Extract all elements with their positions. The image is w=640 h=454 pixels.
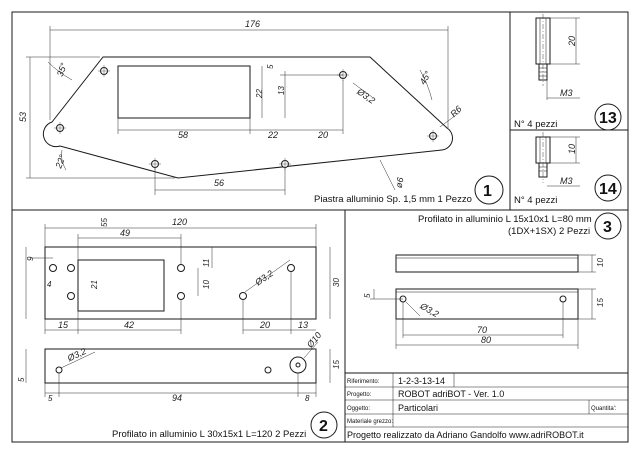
tb-label-qty: Quantita': bbox=[591, 406, 617, 412]
part13-standoff bbox=[514, 14, 621, 130]
part13-thread: M3 bbox=[560, 88, 573, 98]
part3-caption-line1: Profilato in alluminio L 15x10x1 L=80 mm bbox=[418, 214, 592, 225]
part3-dim-80: 80 bbox=[481, 335, 492, 345]
part1-caption: Piastra alluminio Sp. 1,5 mm 1 Pezzo bbox=[314, 194, 472, 205]
part2-dim-11: 11 bbox=[202, 258, 211, 267]
tb-label-project: Progetto: bbox=[347, 392, 372, 398]
dim-58: 58 bbox=[178, 130, 189, 140]
part2-dia: Ø3,2 bbox=[253, 268, 276, 288]
dim-13: 13 bbox=[277, 86, 286, 95]
part2-side-dia: Ø3,2 bbox=[65, 346, 88, 364]
part2-caption: Profilato in alluminio L 30x15x1 L=120 2 Pezzi bbox=[112, 429, 307, 440]
part2-number: 2 bbox=[319, 418, 328, 435]
angle-22: 22° bbox=[53, 153, 68, 170]
tb-value-object: Particolari bbox=[398, 403, 439, 413]
dim-22-h: 22 bbox=[268, 130, 279, 140]
part2-dim-15: 15 bbox=[58, 320, 69, 330]
part2-dim-49: 49 bbox=[120, 228, 131, 238]
part2-dim-21: 21 bbox=[90, 280, 99, 289]
part1-plate bbox=[18, 19, 503, 205]
part2-dim-4: 4 bbox=[47, 280, 52, 289]
dim-20: 20 bbox=[318, 130, 329, 140]
part14-thread: M3 bbox=[560, 176, 573, 186]
part3-caption-line2: (1DX+1SX) 2 Pezzi bbox=[508, 226, 591, 237]
tb-footer: Progetto realizzato da Adriano Gandolfo www.adriROBOT.it bbox=[347, 430, 584, 440]
part14-standoff bbox=[514, 132, 621, 206]
part2-profile bbox=[17, 217, 341, 440]
part13-length: 20 bbox=[567, 35, 577, 46]
part3-profile bbox=[363, 213, 621, 349]
part2-dim-13: 13 bbox=[298, 320, 309, 330]
part3-dia: Ø3,2 bbox=[418, 300, 441, 320]
part2-side-5b: 5 bbox=[48, 394, 53, 403]
part2-side-15: 15 bbox=[332, 360, 341, 369]
part2-top-view bbox=[45, 247, 316, 319]
part13-qty: N° 4 pezzi bbox=[514, 119, 558, 130]
dim-22-v: 22 bbox=[255, 89, 264, 98]
tb-value-ref: 1-2-3-13-14 bbox=[398, 376, 446, 386]
part2-side-dia-large: Ø10 bbox=[304, 330, 324, 350]
part1-number: 1 bbox=[483, 183, 492, 200]
part2-dim-120: 120 bbox=[172, 217, 188, 227]
part2-dim-30: 30 bbox=[332, 278, 341, 287]
part2-dim-20: 20 bbox=[260, 320, 271, 330]
part2-dim-10: 10 bbox=[202, 280, 211, 289]
tb-value-project: ROBOT adriBOT - Ver. 1.0 bbox=[398, 389, 505, 399]
part2-dim-55: 55 bbox=[100, 218, 109, 227]
part2-side-94: 94 bbox=[172, 393, 183, 403]
radius-r6: R6 bbox=[448, 103, 464, 120]
dim-176: 176 bbox=[245, 19, 261, 29]
part13-number: 13 bbox=[599, 110, 617, 127]
dim-5: 5 bbox=[266, 64, 275, 69]
part2-dim-9: 9 bbox=[26, 256, 35, 261]
dia-3-2: Ø3,2 bbox=[355, 86, 378, 106]
dim-53: 53 bbox=[18, 111, 28, 122]
part3-dim-70: 70 bbox=[477, 325, 488, 335]
part2-side-8: 8 bbox=[305, 394, 310, 403]
dia-6: ø6 bbox=[393, 176, 406, 189]
plate-window bbox=[118, 66, 250, 118]
part3-dim-15: 15 bbox=[596, 298, 605, 307]
title-block bbox=[345, 373, 628, 442]
part2-side-5: 5 bbox=[17, 377, 26, 382]
tb-label-material: Materiale grezzo: bbox=[347, 419, 394, 425]
part3-top-view bbox=[396, 255, 578, 272]
angle-35: 35° bbox=[54, 61, 69, 78]
part3-dim-10: 10 bbox=[596, 258, 605, 267]
part14-length: 10 bbox=[567, 143, 577, 154]
tb-label-object: Oggetto: bbox=[347, 406, 371, 412]
part14-number: 14 bbox=[599, 181, 617, 198]
angle-45: 45° bbox=[417, 69, 434, 87]
dim-56: 56 bbox=[214, 178, 225, 188]
tb-label-ref: Riferimento: bbox=[347, 379, 380, 385]
part2-dim-42: 42 bbox=[124, 320, 135, 330]
part14-qty: N° 4 pezzi bbox=[514, 195, 558, 206]
part3-dim-5: 5 bbox=[363, 293, 372, 298]
part3-number: 3 bbox=[603, 219, 612, 236]
